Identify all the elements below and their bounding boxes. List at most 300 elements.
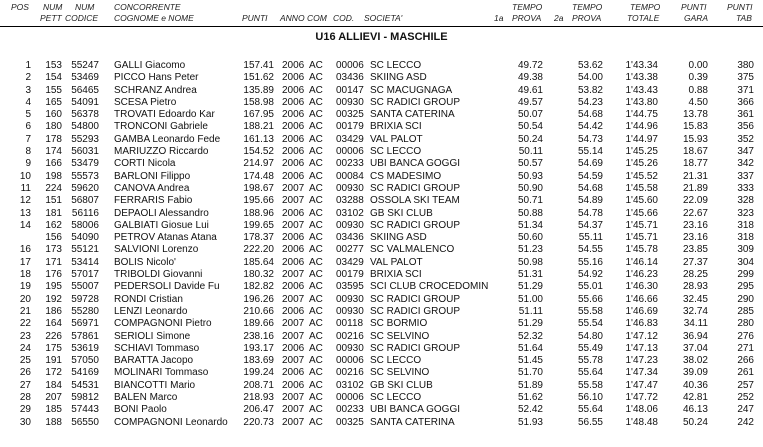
run-2-time: 55.66 [577,293,603,305]
run-2-time: 53.62 [577,60,603,71]
points: 214.97 [243,158,274,170]
club-code: 00930 [336,342,364,354]
race-points: 37.04 [682,342,708,354]
points: 158.98 [243,96,274,108]
rank: 30 [19,416,31,428]
run-2-time: 54.59 [577,170,603,182]
club-code: 00233 [336,404,364,416]
athlete-name: BARATTA Jacopo [114,355,194,367]
race-points: 28.93 [682,281,708,293]
run-2-time: 54.89 [577,195,603,207]
category-title: U16 ALLIEVI - MASCHILE [315,31,448,43]
club-name: SC RADICI GROUP [370,96,461,108]
athlete-name: MARIUZZO Riccardo [114,146,209,158]
committee: AC [309,60,323,71]
athlete-name: MOLINARI Tommaso [114,367,209,379]
run-1-time: 50.54 [517,121,543,133]
rank: 1 [25,60,31,71]
club-code: 00006 [336,146,364,158]
run-1-time: 51.00 [517,293,543,305]
rank: 8 [25,146,31,158]
rank: 26 [19,367,31,379]
committee: AC [309,416,323,428]
athlete-name: CANOVA Andrea [114,182,190,194]
committee: AC [309,342,323,354]
club-code: 00277 [336,244,364,256]
athlete-code: 57861 [71,330,99,342]
total-time: 1'45.25 [625,146,658,158]
athlete-name: SCESA Pietro [114,96,177,108]
birth-year: 2007 [282,219,305,231]
athlete-code: 56971 [71,318,99,330]
rank: 17 [19,256,31,268]
bib-number: 175 [45,342,62,354]
club-name: CS MADESIMO [370,170,442,182]
run-2-time: 55.01 [577,281,603,293]
run-2-time: 55.78 [577,355,603,367]
committee: AC [309,170,323,182]
club-code: 00216 [336,330,364,342]
athlete-name: PICCO Hans Peter [114,72,199,84]
table-points: 257 [737,379,754,391]
race-points: 23.16 [682,232,708,244]
committee: AC [309,404,323,416]
athlete-name: SCHRANZ Andrea [114,84,197,96]
bib-number: 165 [45,96,62,108]
run-2-time: 55.16 [577,256,603,268]
committee: AC [309,146,323,158]
athlete-name: DEPAOLI Alessandro [114,207,209,219]
committee: AC [309,293,323,305]
bib-number: 198 [45,170,62,182]
table-points: 328 [737,195,754,207]
bib-number: 178 [45,133,62,145]
athlete-name: LENZI Leonardo [114,305,188,317]
birth-year: 2007 [282,182,305,194]
bib-number: 185 [45,404,62,416]
table-points: 304 [737,256,754,268]
run-1-time: 51.93 [517,416,543,428]
athlete-code: 59620 [71,182,99,194]
race-points: 38.02 [682,355,708,367]
club-code: 00179 [336,269,364,281]
club-code: 00006 [336,60,364,71]
rank: 2 [25,72,31,84]
birth-year: 2006 [282,96,305,108]
header-tempo-1: TEMPO [512,2,543,12]
athlete-code: 55247 [71,60,99,71]
total-time: 1'46.83 [625,318,658,330]
committee: AC [309,219,323,231]
table-points: 280 [737,318,754,330]
run-2-time: 54.80 [577,330,603,342]
club-code: 00930 [336,305,364,317]
run-1-time: 51.89 [517,379,543,391]
run-1-time: 51.34 [517,219,543,231]
points: 195.66 [243,195,274,207]
club-code: 00930 [336,182,364,194]
birth-year: 2007 [282,293,305,305]
total-time: 1'46.23 [625,269,658,281]
club-name: UBI BANCA GOGGI [370,158,461,170]
run-1-time: 51.45 [517,355,543,367]
points: 151.62 [243,72,274,84]
birth-year: 2006 [282,379,305,391]
total-time: 1'45.58 [625,182,658,194]
points: 218.93 [243,392,274,404]
run-1-time: 50.57 [517,158,543,170]
athlete-code: 55293 [71,133,99,145]
total-time: 1'45.66 [625,207,658,219]
athlete-code: 57050 [71,355,99,367]
race-points: 23.16 [682,219,708,231]
birth-year: 2006 [282,305,305,317]
total-time: 1'48.06 [625,404,658,416]
total-time: 1'45.71 [625,219,658,231]
header-punti-tab-top: PUNTI [727,2,753,12]
points: 210.66 [243,305,274,317]
points: 188.21 [243,121,274,133]
bib-number: 181 [45,207,62,219]
committee: AC [309,109,323,121]
run-2-time: 54.69 [577,158,603,170]
athlete-name: BARLONI Filippo [114,170,191,182]
athlete-code: 53469 [71,72,99,84]
run-2-time: 55.64 [577,367,603,379]
total-time: 1'46.30 [625,281,658,293]
run-1-time: 50.88 [517,207,543,219]
athlete-name: BONI Paolo [114,404,167,416]
rank: 20 [19,293,31,305]
table-points: 309 [737,244,754,256]
points: 161.13 [243,133,274,145]
points: 196.26 [243,293,274,305]
athlete-code: 54169 [71,367,99,379]
total-time: 1'48.48 [625,416,658,428]
points: 185.64 [243,256,274,268]
table-row [0,196,763,208]
committee: AC [309,392,323,404]
points: 178.37 [243,232,274,244]
club-code: 03436 [336,232,364,244]
athlete-name: TROVATI Edoardo Kar [114,109,215,121]
race-points: 22.09 [682,195,708,207]
committee: AC [309,232,323,244]
bib-number: 155 [45,84,62,96]
club-code: 00006 [336,355,364,367]
run-1-time: 52.42 [517,404,543,416]
club-name: SANTA CATERINA [370,416,455,428]
table-points: 242 [737,416,754,428]
total-time: 1'47.12 [625,330,658,342]
club-name: SC LECCO [370,146,422,158]
points: 182.82 [243,281,274,293]
run-2-time: 54.55 [577,244,603,256]
birth-year: 2006 [282,170,305,182]
header-tab: TAB [736,13,752,23]
header-tempo-2: TEMPO [572,2,603,12]
total-time: 1'45.78 [625,244,658,256]
rank: 14 [19,219,31,231]
bib-number: 162 [45,219,62,231]
club-name: SC RADICI GROUP [370,342,461,354]
run-2-time: 54.68 [577,182,603,194]
table-row [0,319,763,331]
birth-year: 2006 [282,367,305,379]
run-2-time: 56.10 [577,392,603,404]
total-time: 1'47.23 [625,355,658,367]
rank: 7 [25,133,31,145]
club-name: SKIING ASD [370,232,427,244]
athlete-code: 54800 [71,121,99,133]
athlete-code: 57017 [71,269,99,281]
athlete-code: 53414 [71,256,99,268]
race-points: 4.50 [688,96,708,108]
athlete-code: 56378 [71,109,99,121]
header-num-pett-top: NUM [43,2,63,12]
table-points: 261 [737,367,754,379]
club-name: GB SKI CLUB [370,379,433,391]
committee: AC [309,133,323,145]
run-2-time: 56.55 [577,416,603,428]
athlete-name: RONDI Cristian [114,293,183,305]
total-time: 1'45.60 [625,195,658,207]
bib-number: 174 [45,146,62,158]
club-code: 03102 [336,207,364,219]
race-points: 18.77 [682,158,708,170]
run-2-time: 54.68 [577,109,603,121]
club-code: 00930 [336,96,364,108]
table-points: 318 [737,219,754,231]
points: 167.95 [243,109,274,121]
birth-year: 2006 [282,232,305,244]
club-name: SC BORMIO [370,318,428,330]
run-1-time: 50.60 [517,232,543,244]
athlete-code: 59728 [71,293,99,305]
rank: 29 [19,404,31,416]
race-points: 15.93 [682,133,708,145]
birth-year: 2006 [282,281,305,293]
rank: 21 [19,305,31,317]
club-code: 00930 [336,293,364,305]
table-points: 366 [737,96,754,108]
bib-number: 164 [45,318,62,330]
club-name: SC VALMALENCO [370,244,455,256]
birth-year: 2006 [282,133,305,145]
table-row [0,282,763,294]
race-points: 36.94 [682,330,708,342]
club-code: 00216 [336,367,364,379]
race-points: 13.78 [682,109,708,121]
header-tempo-3: TEMPO [630,2,661,12]
athlete-code: 53619 [71,342,99,354]
rank: 6 [25,121,31,133]
club-name: SKIING ASD [370,72,427,84]
club-name: SC LECCO [370,392,422,404]
athlete-name: TRIBOLDI Giovanni [114,269,203,281]
points: 238.16 [243,330,274,342]
total-time: 1'47.72 [625,392,658,404]
committee: AC [309,330,323,342]
bib-number: 171 [45,256,62,268]
run-1-time: 51.31 [517,269,543,281]
header-prova-1: PROVA [512,13,542,23]
table-row [0,209,763,221]
committee: AC [309,244,323,256]
table-points: 375 [737,72,754,84]
run-2-time: 55.49 [577,342,603,354]
race-points: 32.74 [682,305,708,317]
club-code: 00233 [336,158,364,170]
athlete-code: 57443 [71,404,99,416]
club-code: 00006 [336,392,364,404]
rank: 24 [19,342,31,354]
run-1-time: 52.32 [517,330,543,342]
rank: 13 [19,207,31,219]
run-1-time: 51.29 [517,281,543,293]
athlete-name: GAMBA Leonardo Fede [114,133,221,145]
athlete-code: 54090 [71,232,99,244]
birth-year: 2007 [282,392,305,404]
club-name: VAL PALOT [370,256,423,268]
athlete-name: TRONCONI Gabriele [114,121,208,133]
race-points: 23.85 [682,244,708,256]
race-points: 32.45 [682,293,708,305]
run-1-time: 50.11 [518,146,543,158]
athlete-name: COMPAGNONI Leonardo [114,416,228,428]
header-punti-gara-top: PUNTI [681,2,707,12]
points: 222.20 [243,244,274,256]
run-2-time: 55.64 [577,404,603,416]
total-time: 1'44.97 [625,133,658,145]
results-table-header [0,0,763,26]
table-points: 342 [737,158,754,170]
points: 183.69 [243,355,274,367]
athlete-code: 55121 [71,244,99,256]
club-code: 00930 [336,219,364,231]
committee: AC [309,96,323,108]
points: 189.66 [243,318,274,330]
table-row [0,418,763,430]
run-1-time: 50.24 [517,133,543,145]
club-name: BRIXIA SCI [370,269,422,281]
club-code: 03595 [336,281,364,293]
table-row [0,368,763,380]
table-points: 247 [737,404,754,416]
points: 180.32 [243,269,274,281]
club-name: VAL PALOT [370,133,423,145]
athlete-code: 54091 [71,96,99,108]
table-points: 352 [737,133,754,145]
points: 198.67 [243,182,274,194]
table-points: 295 [737,281,754,293]
race-points: 0.88 [688,84,708,96]
club-name: SC RADICI GROUP [370,219,461,231]
race-points: 18.67 [682,146,708,158]
bib-number: 226 [45,330,62,342]
table-points: 271 [737,342,754,354]
total-time: 1'43.80 [625,96,658,108]
total-time: 1'44.96 [625,121,658,133]
athlete-code: 55007 [71,281,99,293]
total-time: 1'47.34 [625,367,658,379]
club-code: 00084 [336,170,364,182]
bib-number: 176 [45,269,62,281]
table-points: 276 [737,330,754,342]
total-time: 1'45.26 [625,158,658,170]
run-2-time: 55.11 [578,232,603,244]
race-points: 39.09 [682,367,708,379]
athlete-code: 56550 [71,416,99,428]
run-2-time: 55.58 [577,305,603,317]
table-points: 380 [737,60,754,71]
race-points: 21.89 [682,182,708,194]
committee: AC [309,84,323,96]
athlete-code: 58006 [71,219,99,231]
club-name: SC RADICI GROUP [370,305,461,317]
bib-number: 166 [45,158,62,170]
header-prova-2-num: 2a [554,13,564,23]
total-time: 1'47.13 [625,342,658,354]
race-points: 40.36 [682,379,708,391]
header-punti: PUNTI [242,13,268,23]
committee: AC [309,367,323,379]
athlete-name: CORTI Nicola [114,158,176,170]
committee: AC [309,256,323,268]
header-cod: COD. [333,13,355,23]
rank: 22 [19,318,31,330]
race-points: 0.00 [688,60,708,71]
race-points: 42.81 [682,392,708,404]
birth-year: 2006 [282,158,305,170]
birth-year: 2006 [282,72,305,84]
committee: AC [309,305,323,317]
points: 220.73 [243,416,274,428]
bib-number: 173 [45,244,62,256]
table-points: 361 [737,109,754,121]
total-time: 1'44.75 [625,109,658,121]
race-points: 15.83 [682,121,708,133]
total-time: 1'45.71 [625,232,658,244]
athlete-code: 56031 [71,146,99,158]
athlete-name: GALBIATI Giosue Lui [114,219,209,231]
bib-number: 153 [45,60,62,71]
club-code: 00325 [336,416,364,428]
table-points: 252 [737,392,754,404]
run-1-time: 49.72 [517,60,543,71]
athlete-code: 55280 [71,305,99,317]
athlete-code: 53479 [71,158,99,170]
run-1-time: 51.62 [517,392,543,404]
club-code: 00179 [336,121,364,133]
run-1-time: 51.23 [517,244,543,256]
club-name: SCI CLUB CROCEDOMIN [370,281,489,293]
table-row [0,405,763,417]
club-code: 00118 [336,318,364,330]
run-2-time: 55.14 [577,146,603,158]
birth-year: 2007 [282,330,305,342]
run-2-time: 54.00 [577,72,603,84]
header-pos: POS [11,2,29,12]
header-pett: PETT [40,13,62,23]
table-points: 266 [737,355,754,367]
header-prova-1-num: 1a [494,13,504,23]
run-2-time: 55.54 [577,318,603,330]
header-cognome-nome: COGNOME e NOME [114,13,194,23]
total-time: 1'47.47 [625,379,658,391]
birth-year: 2006 [282,84,305,96]
athlete-name: BOLIS Nicolo' [114,256,176,268]
